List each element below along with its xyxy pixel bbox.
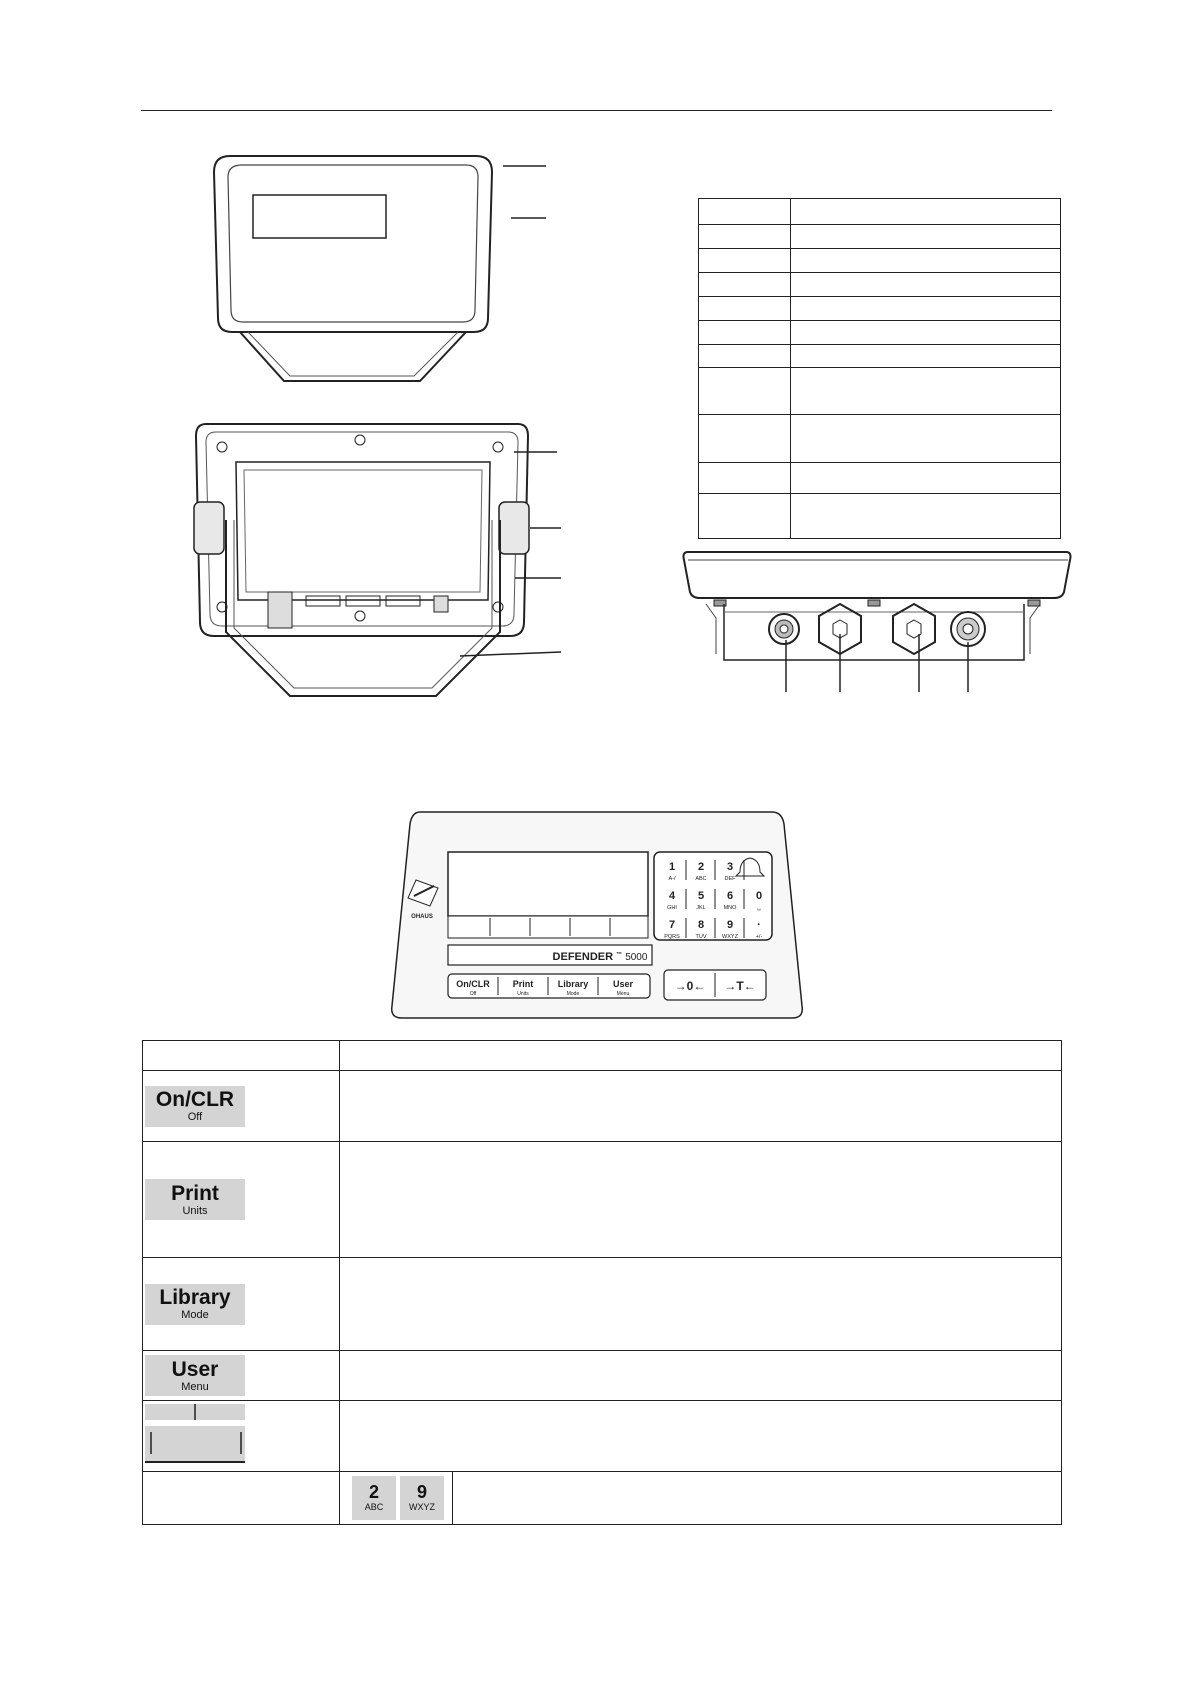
product-name-text: DEFENDER [552,951,614,963]
print-key[interactable] [145,1179,245,1220]
keypad-key-letters: A-/ [668,876,676,882]
on-clr-key[interactable] [145,1086,245,1127]
header-rule [141,110,1052,111]
legend-row [699,345,1061,368]
product-number: 5000 [625,952,648,963]
key-9-letters: WXYZ [409,1502,435,1512]
key-9-digit: 9 [416,1482,427,1502]
print-key-secondary: Units [182,1204,208,1217]
keypad-key-letters: ABC [695,876,707,882]
on-clr-key-primary: On/CLR [155,1088,235,1111]
key-table-header-row [143,1041,1062,1071]
user-key-secondary: Menu [181,1380,209,1393]
legend-row [699,415,1061,463]
keypad-key-letters: TUV [695,934,707,940]
front-panel-key-secondary: Off [469,991,477,997]
keypad-key-letters: DEF [724,876,736,882]
front-panel-key-primary: User [612,979,634,989]
library-key[interactable] [145,1284,245,1325]
legend-row [699,368,1061,415]
legend-row [699,494,1061,539]
key-function-table [142,1040,1062,1525]
key-row-on-clr [143,1071,1062,1142]
library-key-secondary: Mode [181,1309,209,1321]
key-row-numeric [143,1472,1062,1525]
keypad-key-digit: 0 [755,890,763,902]
keypad-key-digit: 5 [697,890,705,902]
key-2-letters: ABC [364,1502,384,1512]
product-tm: ™ [616,952,623,958]
keypad-key-letters: MNO [723,905,737,911]
front-panel-key-primary: Print [512,979,534,989]
print-key-primary: Print [171,1181,219,1205]
keypad-key-digit: 9 [726,919,734,931]
keypad-key-digit: 8 [697,919,705,931]
key-row-softkeys [143,1401,1062,1472]
keypad-key-digit: 7 [668,919,676,931]
keypad-key-letters: ␣ [757,905,761,911]
legend-row [699,249,1061,273]
front-panel-key-primary: On/CLR [456,979,490,989]
keypad-key-digit: · [757,919,761,931]
key-2-digit: 2 [368,1482,379,1502]
indicator-front-view [200,150,560,390]
parts-legend-table [698,198,1061,539]
keypad-key-digit: 4 [668,890,676,902]
legend-row [699,225,1061,249]
softkey-icon[interactable] [143,1404,247,1464]
key-row-library [143,1258,1062,1351]
key-2[interactable] [352,1476,396,1520]
front-panel-key-secondary: Mode [566,991,580,997]
numeric-key-examples [340,1472,453,1524]
front-panel-key-secondary: Menu [616,991,630,997]
keypad-key-letters: +/- [755,934,763,940]
legend-row [699,321,1061,345]
key-row-print [143,1142,1062,1258]
user-key[interactable] [145,1355,245,1396]
keypad-key-digit: 2 [697,861,705,873]
numeric-keys-cell [340,1472,1061,1524]
front-panel-key-secondary: Units [517,991,529,997]
keypad-key-digit: 6 [726,890,734,902]
legend-row [699,297,1061,321]
key-9[interactable] [400,1476,444,1520]
keypad-key-letters: WXYZ [722,934,738,940]
keypad-key-digit: 3 [726,861,734,873]
zero-key[interactable]: →0← [674,979,706,993]
numeric-key-description [453,1472,1061,1524]
legend-row [699,463,1061,494]
brand-logo-text: OHAUS [411,914,433,920]
legend-row [699,273,1061,297]
front-panel-key-primary: Library [557,979,589,989]
key-row-user [143,1351,1062,1401]
keypad-key-letters: PQRS [664,934,680,940]
tare-key[interactable]: →T← [724,979,756,993]
library-key-primary: Library [159,1286,231,1309]
indicator-bottom-view [680,548,1100,696]
legend-header-row [699,199,1061,225]
on-clr-key-secondary: Off [187,1111,203,1123]
keypad-key-letters: GHI [667,905,677,911]
front-panel-diagram [384,808,804,1026]
keypad-key-letters: JKL [696,905,706,911]
indicator-rear-view [185,415,570,705]
user-key-primary: User [171,1357,219,1381]
keypad-key-digit: 1 [668,861,676,873]
